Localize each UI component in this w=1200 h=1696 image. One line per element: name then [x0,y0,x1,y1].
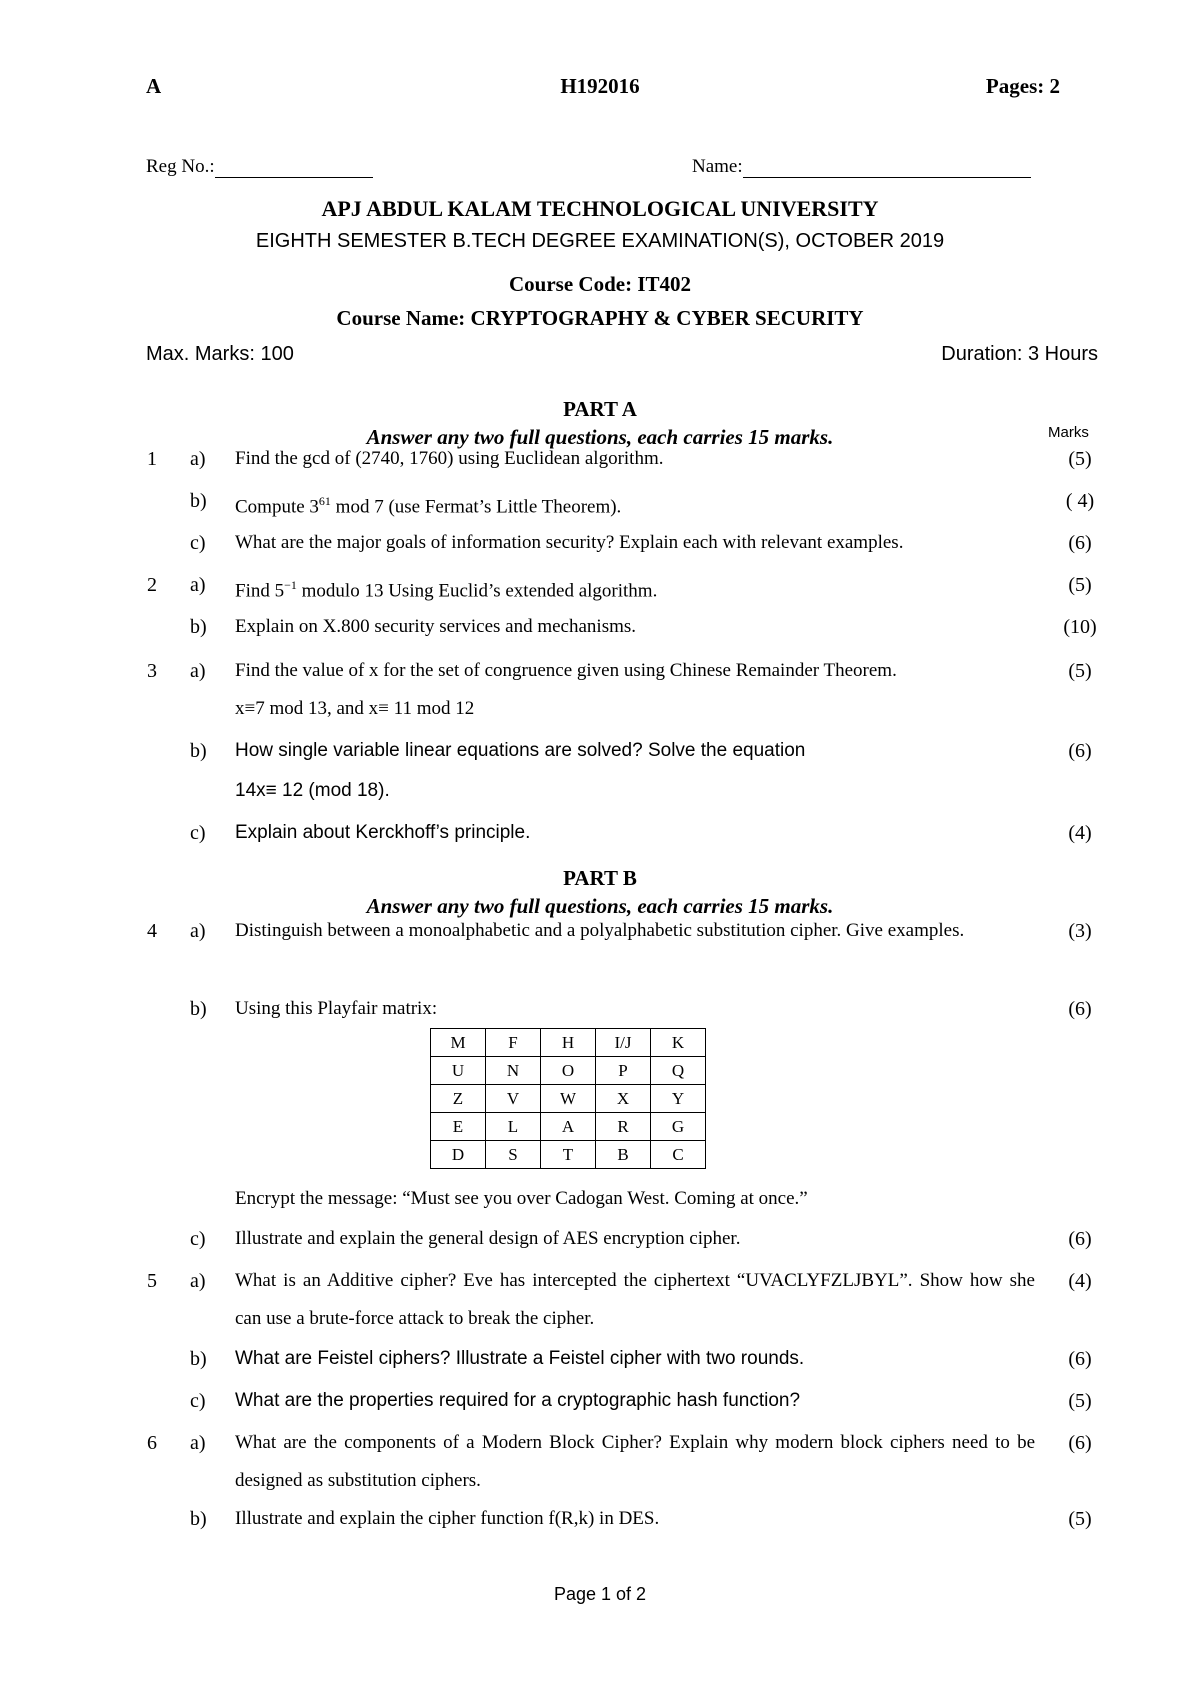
marks: (6) [1068,532,1092,554]
marks: (6) [1068,740,1092,762]
marks: (5) [1068,660,1092,682]
sub-label: b) [190,740,207,762]
matrix-cell: N [486,1057,541,1085]
exponent: 61 [318,494,331,508]
matrix-row [431,1085,706,1113]
course-code: Course Code: IT402 [509,272,691,296]
text-part: Find 5 [235,580,285,602]
sub-label: c) [190,1228,206,1250]
sub-label: b) [190,1348,207,1370]
marks-column-label: Marks [1048,424,1089,441]
marks: (5) [1068,1508,1092,1530]
matrix-cell: T [541,1141,596,1169]
exponent: −1 [284,578,297,592]
matrix-cell: F [486,1029,541,1057]
marks: (10) [1063,616,1097,638]
question-number: 4 [147,920,157,942]
matrix-row [431,1029,706,1057]
question-text: What are the components of a Modern Block Cipher? Explain why modern block ciphers need to be designed as substitution ciphers. [235,1432,1035,1491]
marks: ( 4) [1065,490,1095,512]
name-label: Name: [692,156,743,177]
question-text-line2: x≡7 mod 13, and x≡ 11 mod 12 [235,698,475,719]
reg-no-blank [215,157,373,178]
matrix-cell: E [431,1113,486,1141]
marks: (5) [1068,1390,1092,1412]
matrix-row [431,1113,706,1141]
text-part: mod 7 (use Fermat’s Little Theorem). [330,496,622,518]
question-text: What is an Additive cipher? Eve has intercepted the ciphertext “UVACLYFZLJBYL”. Show how she can use a brute-force attack to break the cipher. [235,1270,1035,1329]
marks: (3) [1068,920,1092,942]
matrix-cell: L [486,1113,541,1141]
sub-label: a) [190,448,206,470]
question-text: What are the properties required for a cryptographic hash function? [235,1390,801,1411]
matrix-cell: H [541,1029,596,1057]
set-code: A [146,74,162,98]
question-number: 6 [147,1432,157,1454]
matrix-cell: W [541,1085,596,1113]
text-part: Compute 3 [235,496,319,518]
playfair-matrix [430,1028,706,1169]
university-title: APJ ABDUL KALAM TECHNOLOGICAL UNIVERSITY [321,196,879,221]
sub-label: a) [190,1270,206,1292]
question-number: 2 [147,574,157,596]
part-b-instruction: Answer any two full questions, each carries 15 marks. [366,894,834,918]
matrix-cell: S [486,1141,541,1169]
marks: (5) [1068,574,1092,596]
matrix-cell: R [596,1113,651,1141]
question-text: Explain on X.800 security services and mechanisms. [235,616,637,637]
question-text: Find the value of x for the set of congruence given using Chinese Remainder Theorem. [235,660,897,681]
paper-code: H192016 [560,74,640,98]
sub-label: b) [190,1508,207,1530]
question-text: What are Feistel ciphers? Illustrate a Feistel cipher with two rounds. [235,1348,805,1369]
name-field [692,156,1031,178]
matrix-cell: O [541,1057,596,1085]
text-part: modulo 13 Using Euclid’s extended algorithm. [296,580,658,602]
question-text-line2: Encrypt the message: “Must see you over Cadogan West. Coming at once.” [235,1188,808,1209]
name-blank [743,157,1031,178]
matrix-cell: M [431,1029,486,1057]
marks: (5) [1068,448,1092,470]
question-text: Using this Playfair matrix: [235,998,438,1019]
matrix-cell: Z [431,1085,486,1113]
sub-label: b) [190,490,207,512]
marks: (6) [1068,998,1092,1020]
sub-label: a) [190,920,206,942]
question-number: 5 [147,1270,157,1292]
matrix-cell: U [431,1057,486,1085]
part-b-title: PART B [563,866,637,890]
matrix-cell: I/J [596,1029,651,1057]
question-text: Illustrate and explain the cipher function f(R,k) in DES. [235,1508,660,1529]
matrix-cell: V [486,1085,541,1113]
question-text [235,566,1035,610]
question-text [235,482,1035,526]
sub-label: b) [190,998,207,1020]
matrix-cell: B [596,1141,651,1169]
part-a-title: PART A [563,397,637,421]
matrix-cell: A [541,1113,596,1141]
question-text: What are the major goals of information security? Explain each with relevant examples. [235,532,904,553]
exam-title: EIGHTH SEMESTER B.TECH DEGREE EXAMINATION(S), OCTOBER 2019 [255,230,945,252]
marks: (6) [1068,1228,1092,1250]
matrix-cell: X [596,1085,651,1113]
course-name: Course Name: CRYPTOGRAPHY & CYBER SECURITY [336,306,864,330]
question-text-line2: 14x≡ 12 (mod 18). [235,780,390,801]
question-text: Find the gcd of (2740, 1760) using Euclidean algorithm. [235,448,664,469]
marks: (4) [1068,1270,1092,1292]
matrix-cell: Y [651,1085,706,1113]
marks: (4) [1068,822,1092,844]
question-text: Explain about Kerckhoff’s principle. [235,822,531,843]
sub-label: c) [190,532,206,554]
reg-no-label: Reg No.: [146,156,215,177]
matrix-cell: Q [651,1057,706,1085]
marks: (6) [1068,1348,1092,1370]
page-count: Pages: 2 [985,74,1060,98]
sub-label: c) [190,1390,206,1412]
matrix-cell: C [651,1141,706,1169]
duration: Duration: 3 Hours [941,343,1098,365]
sub-label: b) [190,616,207,638]
matrix-cell: K [651,1029,706,1057]
sub-label: a) [190,574,206,596]
matrix-row [431,1141,706,1169]
question-text: Illustrate and explain the general design of AES encryption cipher. [235,1228,741,1249]
sub-label: a) [190,1432,206,1454]
matrix-cell: D [431,1141,486,1169]
question-number: 1 [147,448,157,470]
question-text: Distinguish between a monoalphabetic and a polyalphabetic substitution cipher. Give examples. [235,920,965,941]
reg-no-field [146,156,373,178]
matrix-row [431,1057,706,1085]
sub-label: a) [190,660,206,682]
matrix-cell: P [596,1057,651,1085]
matrix-cell: G [651,1113,706,1141]
max-marks: Max. Marks: 100 [146,343,294,365]
marks: (6) [1068,1432,1092,1454]
page-footer: Page 1 of 2 [553,1584,647,1604]
sub-label: c) [190,822,206,844]
part-a-instruction: Answer any two full questions, each carries 15 marks. [366,425,834,449]
question-number: 3 [147,660,157,682]
question-text: How single variable linear equations are solved? Solve the equation [235,740,806,761]
